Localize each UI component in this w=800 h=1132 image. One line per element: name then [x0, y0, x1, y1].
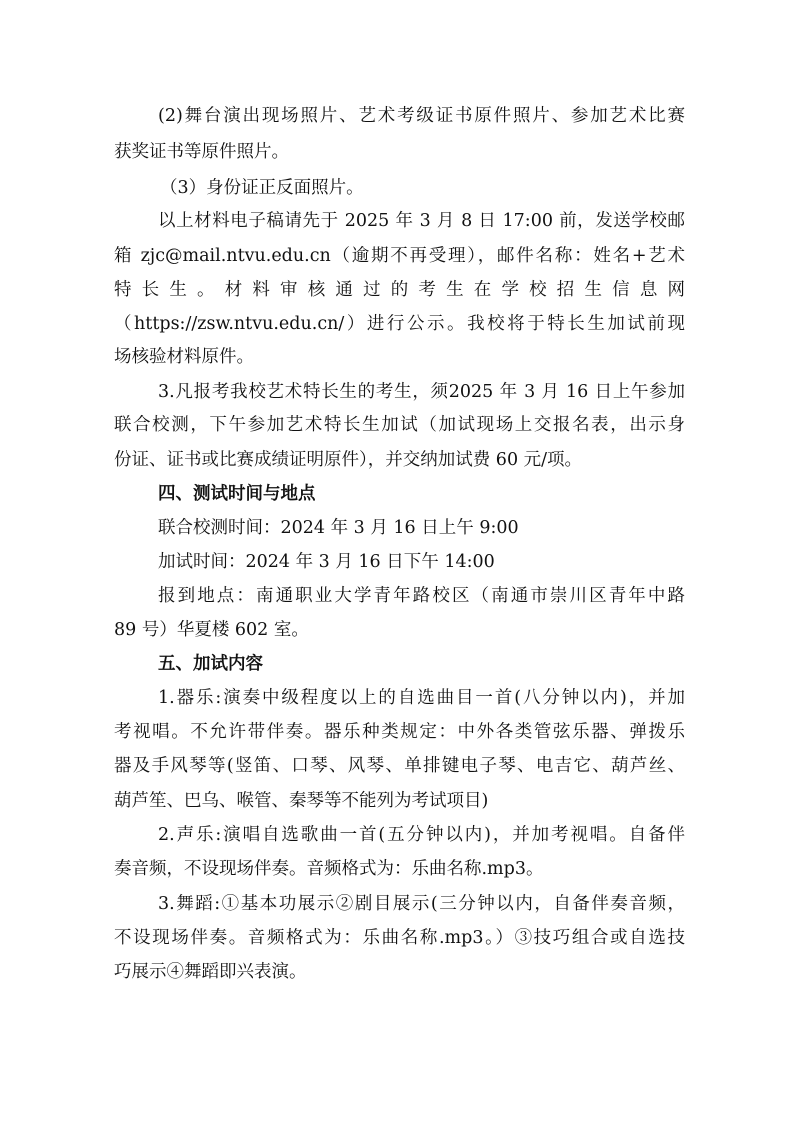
- text-line: 考视唱。不允许带伴奏。器乐种类规定：中外各类管弦乐器、弹拨乐: [114, 722, 685, 742]
- text-line: 联合校测时间：2024 年 3 月 16 日上午 9:00: [158, 518, 519, 538]
- text-line: 2.声乐:演唱自选歌曲一首(五分钟以内)，并加考视唱。自备伴: [158, 825, 685, 845]
- text-line: 1.器乐:演奏中级程度以上的自选曲目一首(八分钟以内)，并加: [158, 688, 685, 708]
- text-line: (2)舞台演出现场照片、艺术考级证书原件照片、参加艺术比赛: [158, 106, 685, 126]
- text-line: 获奖证书等原件照片。: [114, 142, 289, 162]
- section-heading: 四、测试时间与地点: [158, 484, 316, 504]
- text-line: 特长生。材料审核通过的考生在学校招生信息网: [114, 280, 685, 300]
- text-line: 3.舞蹈:①基本功展示②剧目展示(三分钟以内，自备伴奏音频，: [158, 894, 685, 914]
- text-line: 不设现场伴奏。音频格式为：乐曲名称.mp3。）③技巧组合或自选技: [114, 928, 685, 948]
- text-line: （https://zsw.ntvu.edu.cn/）进行公示。我校将于特长生加试前现: [114, 314, 685, 334]
- text-line: 器及手风琴等(竖笛、口琴、风琴、单排键电子琴、电吉它、葫芦丝、: [114, 756, 685, 776]
- text-line: 箱 zjc@mail.ntvu.edu.cn（逾期不再受理），邮件名称：姓名+艺术: [114, 246, 685, 266]
- text-line: 3.凡报考我校艺术特长生的考生，须2025 年 3 月 16 日上午参加: [158, 382, 685, 402]
- text-line: 奏音频，不设现场伴奏。音频格式为：乐曲名称.mp3。: [114, 859, 544, 879]
- text-line: 以上材料电子稿请先于 2025 年 3 月 8 日 17:00 前，发送学校邮: [158, 211, 685, 231]
- text-line: 份证、证书或比赛成绩证明原件），并交纳加试费 60 元/项。: [114, 450, 583, 470]
- text-line: 巧展示④舞蹈即兴表演。: [114, 962, 307, 982]
- text-line: 报到地点：南通职业大学青年路校区（南通市崇川区青年中路: [158, 586, 685, 606]
- text-line: 场核验材料原件。: [114, 347, 254, 367]
- section-heading: 五、加试内容: [158, 654, 263, 674]
- text-line: 联合校测，下午参加艺术特长生加试（加试现场上交报名表，出示身: [114, 415, 685, 435]
- text-line: 葫芦笙、巴乌、喉管、秦琴等不能列为考试项目): [114, 791, 489, 811]
- text-line: （3）身份证正反面照片。: [160, 178, 364, 198]
- text-line: 加试时间：2024 年 3 月 16 日下午 14:00: [158, 552, 495, 572]
- text-line: 89 号）华夏楼 602 室。: [114, 620, 309, 640]
